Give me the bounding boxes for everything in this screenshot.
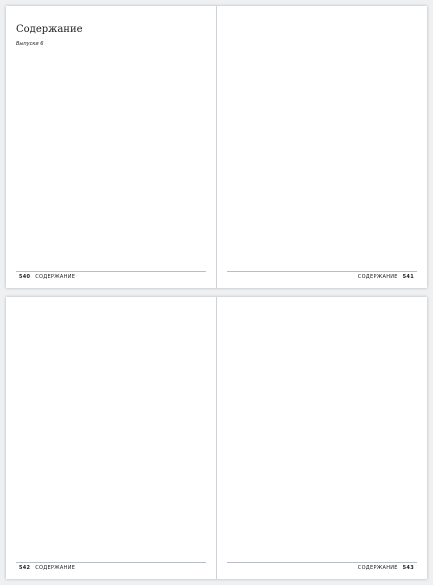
running-head: СОДЕРЖАНИЕ xyxy=(35,274,76,280)
page-541 xyxy=(217,6,428,288)
footer-page-541 xyxy=(227,271,418,280)
page-542 xyxy=(6,297,217,579)
page-543 xyxy=(217,297,428,579)
page-number: 541 xyxy=(402,274,414,280)
footer-page-543 xyxy=(227,562,418,571)
page-title: Содержание xyxy=(16,24,83,35)
page-540 xyxy=(6,6,217,288)
running-head: СОДЕРЖАНИЕ xyxy=(357,274,398,280)
page-number: 540 xyxy=(19,274,31,280)
book-spread-bottom xyxy=(6,297,427,579)
page-number: 542 xyxy=(19,565,31,571)
running-head: СОДЕРЖАНИЕ xyxy=(357,565,398,571)
running-head: СОДЕРЖАНИЕ xyxy=(35,565,76,571)
book-spread-top xyxy=(6,6,427,288)
section-subtitle: Выпуски 6 xyxy=(16,41,44,47)
footer-page-540 xyxy=(16,271,206,280)
page-number: 543 xyxy=(402,565,414,571)
footer-page-542 xyxy=(16,562,206,571)
